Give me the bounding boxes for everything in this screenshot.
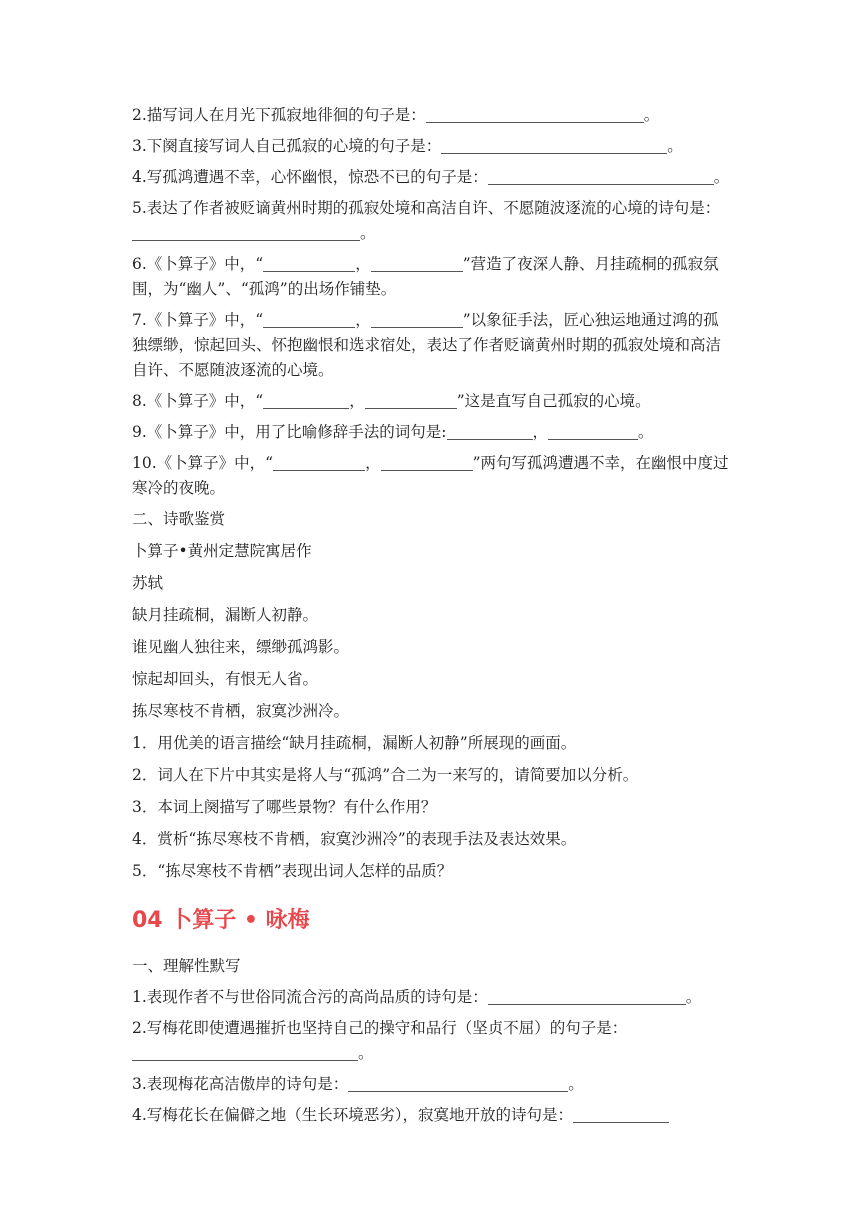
appreciation-question: 2．词人在下片中其实是将人与“孤鸿”合二为一来写的，请简要加以分析。	[132, 766, 639, 784]
answer-blank[interactable]	[488, 989, 686, 1006]
document-content	[132, 103, 732, 1134]
answer-blank[interactable]	[365, 393, 457, 410]
fill-question-8: 8.《卜算子》中，“ ， ”这是直写自己孤寂的心境。	[132, 392, 651, 410]
answer-blank[interactable]	[263, 256, 355, 273]
fill-question-4: 4.写孤鸿遭遇不幸，心怀幽恨，惊恐不已的句子是： 。	[132, 168, 730, 186]
appreciation-question: 3．本词上阕描写了哪些景物？有什么作用？	[132, 798, 437, 816]
fill-question-3: 3.下阕直接写词人自己孤寂的心境的句子是： 。	[132, 137, 683, 155]
answer-blank[interactable]	[548, 424, 638, 441]
appreciation-question: 5．“拣尽寒枝不肯栖”表现出词人怎样的品质？	[132, 862, 453, 880]
answer-blank[interactable]	[132, 225, 360, 242]
appreciation-question: 4．赏析“拣尽寒枝不肯栖，寂寞沙洲冷”的表现手法及表达效果。	[132, 830, 577, 848]
fill-question-6: 6.《卜算子》中，“ ， ”营造了夜深人静、月挂疏桐的孤寂氛围，为“幽人”、“孤鸿”的出场作铺垫。	[132, 255, 719, 298]
answer-blank[interactable]	[263, 393, 349, 410]
answer-blank[interactable]	[426, 107, 644, 124]
answer-blank[interactable]	[132, 1045, 358, 1062]
answer-blank[interactable]	[371, 256, 463, 273]
answer-blank[interactable]	[573, 1107, 669, 1124]
fill-question-9: 9.《卜算子》中，用了比喻修辞手法的词句是: ， 。	[132, 423, 654, 441]
appreciation-question: 1．用优美的语言描绘“缺月挂疏桐，漏断人初静”所展现的画面。	[132, 734, 577, 752]
dictation-question-3: 3.表现梅花高洁傲岸的诗句是： 。	[132, 1075, 584, 1093]
poem-line: 拣尽寒枝不肯栖，寂寞沙洲冷。	[132, 702, 350, 720]
answer-blank[interactable]	[371, 312, 463, 329]
answer-blank[interactable]	[488, 169, 714, 186]
poem-title: 卜算子•黄州定慧院寓居作	[132, 542, 312, 560]
answer-blank[interactable]	[263, 312, 355, 329]
answer-blank[interactable]	[381, 455, 473, 472]
poem-line: 惊起却回头，有恨无人省。	[132, 670, 319, 688]
answer-blank[interactable]	[348, 1076, 568, 1093]
dictation-question-2: 2.写梅花即使遭遇摧折也坚持自己的操守和品行（坚贞不屈）的句子是：。	[132, 1019, 628, 1062]
fill-question-10: 10.《卜算子》中，“ ， ”两句写孤鸿遭遇不幸，在幽恨中度过寒冷的夜晚。	[132, 454, 729, 497]
section-subtitle: 一、理解性默写	[132, 957, 241, 975]
fill-question-5: 5.表达了作者被贬谪黄州时期的孤寂处境和高洁自许、不愿随波逐流的心境的诗句是：。	[132, 199, 721, 242]
fill-question-7: 7.《卜算子》中，“ ， ”以象征手法，匠心独运地通过鸿的孤独缥缈，惊起回头、怀抱幽恨和选求宿处，表达了作者贬谪黄州时期的孤寂处境和高洁自许、不愿随波逐流的心境。	[132, 311, 722, 379]
section-title: 二、诗歌鉴赏	[132, 510, 226, 528]
answer-blank[interactable]	[447, 424, 533, 441]
dictation-question-1: 1.表现作者不与世俗同流合污的高尚品质的诗句是： 。	[132, 988, 702, 1006]
fill-question-2: 2.描写词人在月光下孤寂地徘徊的句子是： 。	[132, 106, 660, 124]
poem-line: 谁见幽人独往来，缥缈孤鸿影。	[132, 638, 350, 656]
poem-author: 苏轼	[132, 574, 164, 592]
poem-line: 缺月挂疏桐，漏断人初静。	[132, 606, 319, 624]
answer-blank[interactable]	[273, 455, 365, 472]
answer-blank[interactable]	[441, 138, 667, 155]
dictation-question-4: 4.写梅花长在偏僻之地（生长环境恶劣），寂寞地开放的诗句是：	[132, 1103, 732, 1128]
chapter-heading: 04 卜算子 • 咏梅	[132, 908, 310, 933]
